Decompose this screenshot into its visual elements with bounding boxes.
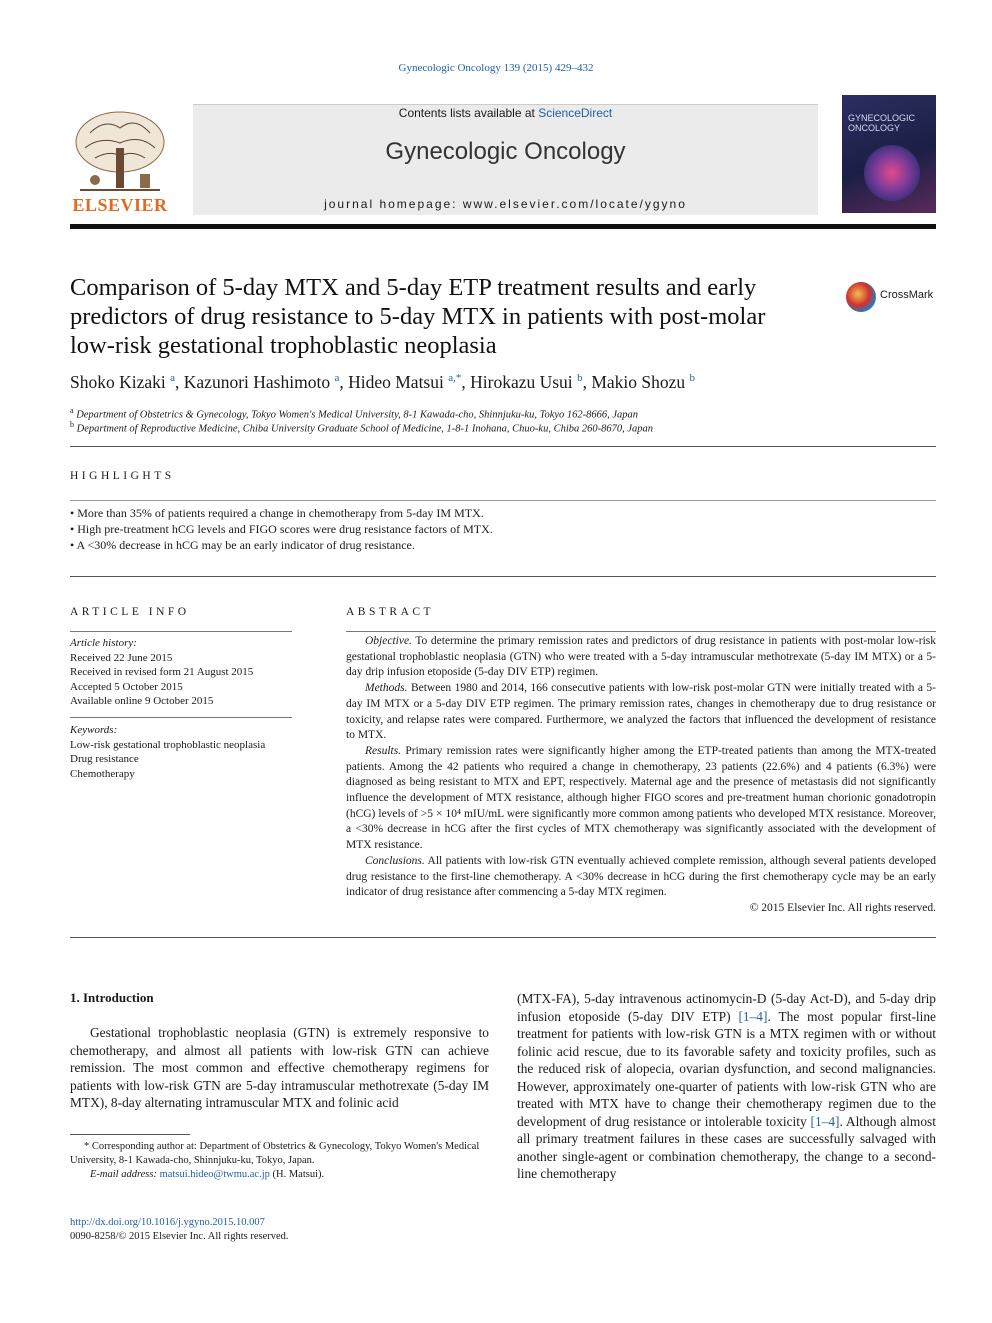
keywords-divider [70,717,292,718]
sciencedirect-link[interactable]: ScienceDirect [538,106,613,120]
introduction-heading: 1. Introduction [70,990,154,1005]
doi-block [70,1216,289,1244]
history-label: Article history: [70,637,137,649]
history-entry: Available online 9 October 2015 [70,695,214,707]
author-affiliation-mark[interactable]: a [334,372,340,385]
abstract-paragraph [346,854,936,901]
keyword: Chemotherapy [70,767,135,780]
highlight-item: • A <30% decrease in hCG may be an early indicator of drug resistance. [70,538,415,552]
keywords-block [70,723,292,781]
body-column-right [517,990,936,1183]
keywords-label: Keywords: [70,724,118,736]
history-entry: Received 22 June 2015 [70,651,173,664]
author-affiliation-mark[interactable]: a [170,372,176,385]
abstract-copyright: © 2015 Elsevier Inc. All rights reserved. [749,901,936,914]
author-name: Hirokazu Usui [470,372,573,392]
email-label: E-mail address: [90,1169,160,1180]
abstract-paragraph [346,634,936,681]
body-text: . The most popular first-line treatment for patients with low-risk GTN is a MTX regimen with or without folinic acid rescue, due to its favorable safety and toxicity profiles, such as the reduced risk of alopecia, ovarian dysfunction, and second malignancies. However, approximately one-quarter of patients with low-risk GTN who are treated with MTX have to change their chemotherapy regimen due to the development of drug resistance or intolerable toxicity [517,1008,936,1129]
highlights-heading: HIGHLIGHTS [70,470,175,482]
abstract-text: Between 1980 and 2014, 166 consecutive patients with low-risk post-molar GTN were initially treated with a 5-day IM MTX or a 5-day DIV ETP regimen. The primary remission rates, changes in chemotherapy due to drug resistance or toxicity, and relapse rates were compared. Furthermore, we analyzed the factors that influenced the development of resistance to MTX. [346,682,936,742]
header-divider [70,224,936,229]
abstract-paragraph [346,681,936,744]
article-title: Comparison of 5-day MTX and 5-day ETP treatment results and early predictors of drug resistance to 5-day MTX in patients with post-molar low-risk gestational trophoblastic neoplasia [70,274,766,359]
article-info-divider [70,631,292,632]
tree-icon [70,108,170,194]
body-column-left [70,1024,489,1112]
reference-link[interactable]: [1–4] [738,1008,768,1024]
keyword: Drug resistance [70,753,139,765]
highlight-item: • More than 35% of patients required a change in chemotherapy from 5-day IM MTX. [70,506,484,520]
footnote [70,1140,490,1182]
journal-cover-image [842,95,936,213]
abstract-label: Methods. [365,682,408,695]
abstract-heading: ABSTRACT [346,606,435,618]
article-info-heading: ARTICLE INFO [70,606,190,618]
body-paragraph [517,990,936,1183]
cover-title: GYNECOLOGIC ONCOLOGY [848,113,916,133]
contents-line [193,106,818,120]
affiliation-mark: a [70,406,74,415]
contents-prefix: Contents lists available at [398,106,539,120]
highlights-divider [70,500,936,501]
email-line [70,1168,490,1182]
email-suffix: (H. Matsui). [269,1169,325,1180]
abstract-label: Objective. [365,635,412,647]
author-name: Shoko Kizaki [70,372,166,392]
abstract-label: Conclusions. [365,854,425,867]
body-text: (MTX-FA), 5-day intravenous actinomycin-D (5-day Act-D), and 5-day drip infusion etoposide (5-day DIV ETP) [517,991,936,1024]
abstract-label: Results. [365,744,402,757]
abstract-paragraph [346,744,936,854]
author-name: Makio Shozu [591,372,686,392]
elsevier-wordmark: ELSEVIER [72,195,168,215]
affiliation-mark: b [70,420,74,429]
highlight-item: • High pre-treatment hCG levels and FIGO scores were drug resistance factors of MTX. [70,522,493,536]
author-affiliation-mark[interactable]: b [689,372,696,385]
doi-link[interactable]: http://dx.doi.org/10.1016/j.ygyno.2015.10.007 [70,1217,265,1228]
section-divider [70,446,936,447]
body-text: . Although almost all primary treatment failures in these cases are successfully salvaged with another single-agent or combination chemotherapy, the change to a second-line chemotherapy [517,1113,936,1181]
author-list: Shoko Kizaki $^a$, Kazunori Hashimoto $^a$, Hideo Matsui $^{a,*}$, Hirokazu Usui $^b$, Makio Shozu $^b$ [70,372,696,392]
crossmark-icon [846,282,876,312]
abstract-text: Primary remission rates were significantly higher among the ETP-treated patients than among the MTX-treated patients. Among the 42 patients who required a change in chemotherapy, 23 patients (22.6%) and 4 patients (6.3%) were diagnosed as being resistant to MTX and EPT, respectively. Maternal age and the presence of metastasis did not significantly influence the development of MTX resistance, although higher FIGO scores and pre-treatment human chorionic gonadotropin (hCG) levels of >5 × 10⁴ mIU/mL were significantly more common among patients who developed MTX resistance. Moreover, a <30% decrease in hCG after the first cycles of MTX chemotherapy was significantly associated with the development of MTX resistance. [346,744,936,852]
journal-homepage[interactable]: journal homepage: www.elsevier.com/locate/ygyno [324,197,687,211]
affiliation-a [70,406,936,421]
keyword: Low-risk gestational trophoblastic neoplasia [70,738,266,751]
cover-artwork [864,145,920,201]
author-affiliation-mark[interactable]: a,* [448,372,462,385]
journal-name: Gynecologic Oncology [385,138,626,165]
corresponding-author-note: * Corresponding author at: Department of Obstetrics & Gynecology, Tokyo Women's Medical University, 8-1 Kawada-cho, Shinnjuku-ku, Tokyo, Japan. [70,1141,480,1166]
history-entry: Received in revised form 21 August 2015 [70,666,254,678]
author-name: Kazunori Hashimoto [183,372,331,392]
section-divider [70,576,936,577]
abstract-text: To determine the primary remission rates and predictors of drug resistance in patients with post-molar low-risk gestational trophoblastic neoplasia (GTN) who were treated with a 5-day intramuscular methotrexate (5-day IM MTX) or a 5-day drip infusion etoposide (5-day DIV ETP) regimen. [346,635,936,679]
affiliation-text: Department of Obstetrics & Gynecology, Tokyo Women's Medical University, 8-1 Kawada-cho, Shinnjuku-ku, Tokyo 162-8666, Japan [76,409,639,421]
author-affiliation-mark[interactable]: b [577,372,583,385]
journal-citation[interactable]: Gynecologic Oncology 139 (2015) 429–432 [398,62,594,74]
affiliation-b [70,420,936,435]
crossmark-label: CrossMark [880,289,934,301]
issn-line: 0090-8258/© 2015 Elsevier Inc. All rights reserved. [70,1231,289,1242]
section-divider [70,937,936,938]
history-entry: Accepted 5 October 2015 [70,680,183,693]
footnote-divider [70,1134,190,1135]
affiliation-text: Department of Reproductive Medicine, Chiba University Graduate School of Medicine, 1-8-1 Inohana, Chuo-ku, Chiba 260-8670, Japan [76,423,654,435]
email-link[interactable]: matsui.hideo@twmu.ac.jp [159,1169,270,1180]
reference-link[interactable]: [1–4] [810,1113,840,1129]
abstract-divider [346,631,936,632]
author-name: Hideo Matsui [348,372,444,392]
article-history [70,636,292,709]
body-paragraph: Gestational trophoblastic neoplasia (GTN) is extremely responsive to chemotherapy, and almost all patients with low-risk GTN can achieve remission. The most common and effective chemotherapy regimens for patients with low-risk GTN are 5-day intramuscular methotrexate (5-day IM MTX), 8-day alternating intramuscular MTX and folinic acid [70,1025,489,1110]
abstract-body [346,634,936,917]
elsevier-logo [70,108,170,216]
abstract-text: All patients with low-risk GTN eventually achieved complete remission, although several patients developed drug resistance to the first-line chemotherapy. A <30% decrease in hCG during the first chemotherapy cycle may be an early indicator of drug resistance after commencing a 5-day MTX regimen. [346,854,936,899]
crossmark-badge[interactable] [846,280,938,314]
